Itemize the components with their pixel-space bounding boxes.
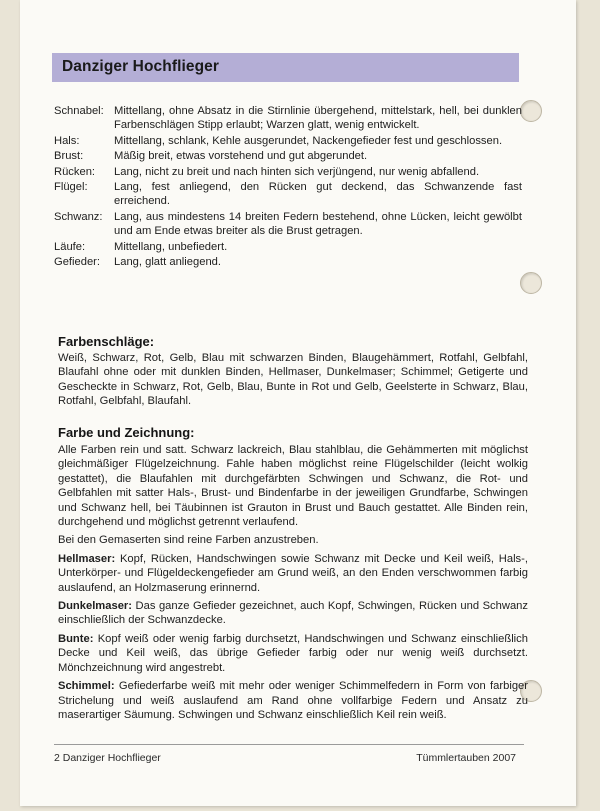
- property-label: Läufe:: [54, 240, 86, 253]
- farbenschlaege-text: [58, 351, 528, 413]
- property-label: Gefieder:: [54, 256, 101, 269]
- footer-page-label: 2 Danziger Hochflieger: [54, 752, 161, 764]
- variety-description: Gefiederfarbe weiß mit mehr oder weniger Schimmelfedern in Form von farbiger Strichelung und weiß auslaufend am Rand ohne vollfarbige Federn und Ansatz zu maserartiger Säumung. Schwingen und Schwanz einschließlich Keil rein weiß.: [58, 680, 528, 721]
- property-value: Lang, fest anliegend, den Rücken gut deckend, das Schwanzende fast erreichend.: [114, 181, 522, 208]
- farbe-text: [58, 443, 528, 726]
- property-value: Mittellang, ohne Absatz in die Stirnlinie übergehend, mittelstark, hell, bei dunklen Farbenschlägen Stipp erlaubt; Warzen glatt, wenig entwickelt.: [114, 105, 522, 132]
- property-value: Mäßig breit, etwas vorstehend und gut abgerundet.: [114, 150, 368, 163]
- property-label: Hals:: [54, 134, 80, 147]
- punch-hole-top: [520, 100, 542, 122]
- variety-description: Das ganze Gefieder gezeichnet, auch Kopf, Schwingen, Rücken und Schwanz einschließlich der Schwanzdecke.: [58, 600, 528, 627]
- property-label: Brust:: [54, 150, 84, 163]
- property-row: [54, 210, 522, 239]
- property-row: [54, 104, 522, 133]
- breed-properties: [54, 104, 522, 270]
- punch-hole-middle: [520, 272, 542, 294]
- variety-entry: [58, 632, 528, 675]
- variety-entry: [58, 599, 528, 628]
- page-title: Danziger Hochflieger: [62, 58, 220, 75]
- property-label: Schnabel:: [54, 105, 104, 117]
- footer-publication: Tümmlertauben 2007: [416, 752, 516, 764]
- document-page: [20, 0, 576, 806]
- property-label: Flügel:: [54, 181, 88, 194]
- property-row: [54, 165, 522, 179]
- variety-term: Schimmel:: [58, 680, 115, 693]
- farbe-intro: Alle Farben rein und satt. Schwarz lackreich, Blau stahlblau, die Gehämmerten mit möglichst gleichmäßiger Flügelzeichnung. Fahle haben möglichst reine Flügelschilder (leicht wolkig gestattet), die Blaufahlen mit durchgefärbten Schwingen und Schwanz, die Rot- und Gelbfahlen mit satter Hals-, Brust- und Bindenfarbe in der jeweiligen Grundfarbe, Schwingen und Schwanz hell, bei Täubinnen ist Grauton in Brust und Bauch gestattet. Alle Binden rein, durchgehend und möglichst getrennt verlaufend.: [58, 444, 528, 529]
- property-value: Lang, aus mindestens 14 breiten Federn bestehend, ohne Lücken, leicht gewölbt und am Ende etwas breiter als die Brust getragen.: [114, 210, 522, 238]
- property-value: Mittellang, schlank, Kehle ausgerundet, Nackengefieder fest und geschlossen.: [114, 134, 503, 147]
- variety-term: Hellmaser:: [58, 552, 116, 565]
- variety-description: Kopf weiß oder wenig farbig durchsetzt, Handschwingen und Schwanz einschließlich Decke und Keil weiß, das übrige Gefieder farbig oder nur wenig weiß durchsetzt. Mönchzeichnung wird angestrebt.: [58, 632, 528, 674]
- farbenschlaege-paragraph: Weiß, Schwarz, Rot, Gelb, Blau mit schwarzen Binden, Blaugehämmert, Rotfahl, Gelbfahl, Blaufahl ohne oder mit dunklen Binden, Hellmaser, Dunkelmaser; Schimmel; Getigerte und Gescheckte in Schwarz, Rot, Gelb, Blau, Bunte in Rot und Gelb, Geelsterte in Schwarz, Blau, Rotfahl, Gelbfahl, Blaufahl.: [58, 352, 528, 408]
- title-bar: [52, 53, 519, 82]
- property-row: [54, 134, 522, 148]
- farbe-gemasert: Bei den Gemaserten sind reine Farben anzustreben.: [58, 534, 319, 547]
- variety-entry: [58, 552, 528, 595]
- variety-term: Dunkelmaser:: [58, 600, 132, 613]
- property-value: Lang, nicht zu breit und nach hinten sich verjüngend, nur wenig abfallend.: [114, 165, 480, 178]
- variety-term: Bunte:: [58, 632, 94, 645]
- property-row: [54, 180, 522, 209]
- variety-entry: [58, 679, 528, 722]
- property-row: [54, 149, 522, 163]
- property-value: Mittellang, unbefiedert.: [114, 240, 228, 253]
- property-row: [54, 240, 522, 254]
- farbenschlaege-heading: Farbenschläge:: [58, 334, 155, 349]
- property-label: Schwanz:: [54, 210, 103, 223]
- property-label: Rücken:: [54, 165, 96, 178]
- footer-divider: [54, 744, 524, 745]
- property-row: [54, 255, 522, 269]
- farbe-heading: Farbe und Zeichnung:: [58, 425, 195, 440]
- variety-description: Kopf, Rücken, Handschwingen sowie Schwanz mit Decke und Keil weiß, Hals-, Unterkörper- und Flügeldeckengefieder am Grund weiß, an den Enden verschwommen farbig auslaufend, an Holzmaserung erinnernd.: [58, 552, 528, 594]
- property-value: Lang, glatt anliegend.: [114, 256, 221, 269]
